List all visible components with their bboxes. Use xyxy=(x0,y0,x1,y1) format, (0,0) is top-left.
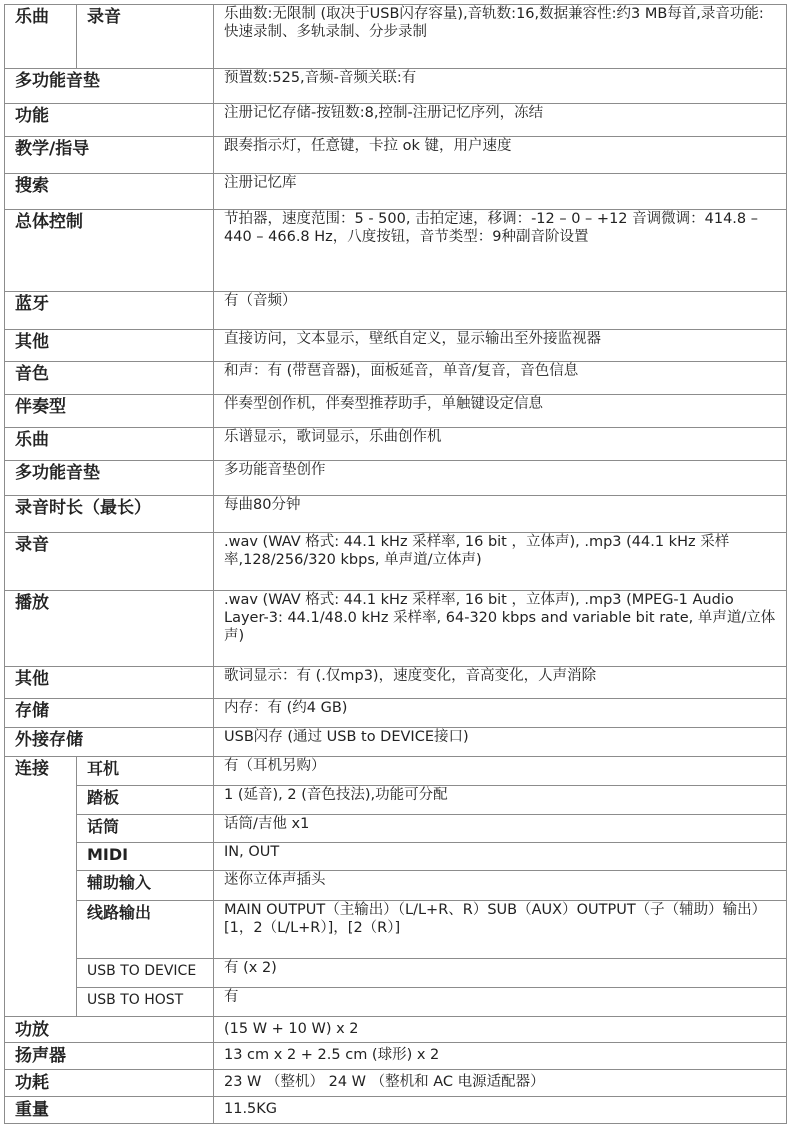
spec-value: 乐曲数:无限制 (取决于USB闪存容量),音轨数:16,数据兼容性:约3 MB每首,录音功能:快速录制、多轨录制、分步录制 xyxy=(214,5,787,69)
spec-label: 录音时长（最长） xyxy=(5,496,214,533)
spec-value: .wav (WAV 格式: 44.1 kHz 采样率, 16 bit ，立体声), .mp3 (44.1 kHz 采样率,128/256/320 kbps, 单声道/立体声) xyxy=(214,533,787,591)
spec-value: 注册记忆存储-按钮数:8,控制-注册记忆序列，冻结 xyxy=(214,104,787,137)
spec-value: 内存：有 (约4 GB) xyxy=(214,699,787,728)
spec-value: 13 cm x 2 + 2.5 cm (球形) x 2 xyxy=(214,1043,787,1070)
spec-row xyxy=(5,210,787,292)
spec-row xyxy=(5,591,787,667)
spec-row xyxy=(5,699,787,728)
spec-label: 伴奏型 xyxy=(5,395,214,428)
connection-item-value: 有 xyxy=(214,988,787,1017)
spec-label: 教学/指导 xyxy=(5,137,214,174)
connection-row xyxy=(5,988,787,1017)
connection-item-label: 踏板 xyxy=(77,786,214,815)
spec-row xyxy=(5,1017,787,1043)
spec-label: 其他 xyxy=(5,330,214,362)
spec-label: 总体控制 xyxy=(5,210,214,292)
spec-value: 23 W （整机） 24 W （整机和 AC 电源适配器） xyxy=(214,1070,787,1097)
spec-row xyxy=(5,667,787,699)
spec-label: 功能 xyxy=(5,104,214,137)
spec-value: 每曲80分钟 xyxy=(214,496,787,533)
spec-value: 直接访问，文本显示，壁纸自定义，显示输出至外接监视器 xyxy=(214,330,787,362)
spec-label: 播放 xyxy=(5,591,214,667)
spec-label: 外接存储 xyxy=(5,728,214,757)
connection-item-label: 线路输出 xyxy=(77,901,214,959)
spec-row xyxy=(5,137,787,174)
spec-value: USB闪存 (通过 USB to DEVICE接口) xyxy=(214,728,787,757)
connection-item-value: IN, OUT xyxy=(214,843,787,871)
connection-item-value: 有（耳机另购） xyxy=(214,757,787,786)
connection-item-label: 辅助输入 xyxy=(77,871,214,901)
spec-table xyxy=(4,4,787,1124)
connection-row xyxy=(5,843,787,871)
spec-value: 伴奏型创作机，伴奏型推荐助手，单触键设定信息 xyxy=(214,395,787,428)
spec-value: (15 W + 10 W) x 2 xyxy=(214,1017,787,1043)
connection-item-label: USB TO DEVICE xyxy=(77,959,214,988)
connection-item-value: MAIN OUTPUT（主输出）（L/L+R、R）SUB（AUX）OUTPUT（子（辅助）输出）[1，2（L/L+R）]，[2（R）] xyxy=(214,901,787,959)
spec-value: .wav (WAV 格式: 44.1 kHz 采样率, 16 bit ，立体声), .mp3 (MPEG-1 Audio Layer-3: 44.1/48.0 kHz 采样率, 64-320 kbps and variable bit rate, 单声道/立体声) xyxy=(214,591,787,667)
connection-row xyxy=(5,815,787,843)
spec-value: 跟奏指示灯，任意键，卡拉 ok 键，用户速度 xyxy=(214,137,787,174)
connection-row xyxy=(5,901,787,959)
spec-value: 乐谱显示，歌词显示，乐曲创作机 xyxy=(214,428,787,461)
connection-row xyxy=(5,871,787,901)
spec-value: 11.5KG xyxy=(214,1097,787,1124)
spec-category: 乐曲 xyxy=(5,5,77,69)
spec-row xyxy=(5,104,787,137)
spec-row xyxy=(5,428,787,461)
spec-row xyxy=(5,496,787,533)
spec-label: 功放 xyxy=(5,1017,214,1043)
spec-subcategory: 录音 xyxy=(77,5,214,69)
spec-label: 多功能音垫 xyxy=(5,69,214,104)
spec-label: 蓝牙 xyxy=(5,292,214,330)
connection-item-value: 有 (x 2) xyxy=(214,959,787,988)
connection-item-value: 迷你立体声插头 xyxy=(214,871,787,901)
connection-item-label: 话筒 xyxy=(77,815,214,843)
connection-item-label: 耳机 xyxy=(77,757,214,786)
connection-row xyxy=(5,959,787,988)
spec-label: 扬声器 xyxy=(5,1043,214,1070)
spec-row xyxy=(5,395,787,428)
spec-row xyxy=(5,5,787,69)
spec-label: 搜索 xyxy=(5,174,214,210)
spec-row xyxy=(5,362,787,395)
connection-label: 连接 xyxy=(5,757,77,1017)
spec-row xyxy=(5,1070,787,1097)
spec-label: 音色 xyxy=(5,362,214,395)
spec-row xyxy=(5,69,787,104)
spec-value: 注册记忆库 xyxy=(214,174,787,210)
connection-item-value: 1 (延音), 2 (音色技法),功能可分配 xyxy=(214,786,787,815)
connection-item-label: MIDI xyxy=(77,843,214,871)
connection-row xyxy=(5,786,787,815)
spec-value: 多功能音垫创作 xyxy=(214,461,787,496)
spec-row xyxy=(5,728,787,757)
spec-label: 乐曲 xyxy=(5,428,214,461)
connection-item-label: USB TO HOST xyxy=(77,988,214,1017)
spec-label: 功耗 xyxy=(5,1070,214,1097)
spec-row xyxy=(5,533,787,591)
spec-row xyxy=(5,1097,787,1124)
connection-item-value: 话筒/吉他 x1 xyxy=(214,815,787,843)
spec-label: 存储 xyxy=(5,699,214,728)
spec-value: 预置数:525,音频-音频关联:有 xyxy=(214,69,787,104)
spec-label: 多功能音垫 xyxy=(5,461,214,496)
connection-row xyxy=(5,757,787,786)
spec-value: 和声：有 (带琶音器)，面板延音，单音/复音，音色信息 xyxy=(214,362,787,395)
spec-label: 其他 xyxy=(5,667,214,699)
spec-value: 有（音频） xyxy=(214,292,787,330)
spec-value: 歌词显示：有 (.仅mp3)，速度变化，音高变化，人声消除 xyxy=(214,667,787,699)
spec-label: 重量 xyxy=(5,1097,214,1124)
spec-value: 节拍器，速度范围：5 - 500, 击拍定速，移调：-12 – 0 – +12 音调微调：414.8 – 440 – 466.8 Hz，八度按钮，音节类型：9种副音阶设置 xyxy=(214,210,787,292)
spec-row xyxy=(5,330,787,362)
spec-label: 录音 xyxy=(5,533,214,591)
spec-row xyxy=(5,174,787,210)
spec-row xyxy=(5,461,787,496)
spec-row xyxy=(5,1043,787,1070)
spec-row xyxy=(5,292,787,330)
